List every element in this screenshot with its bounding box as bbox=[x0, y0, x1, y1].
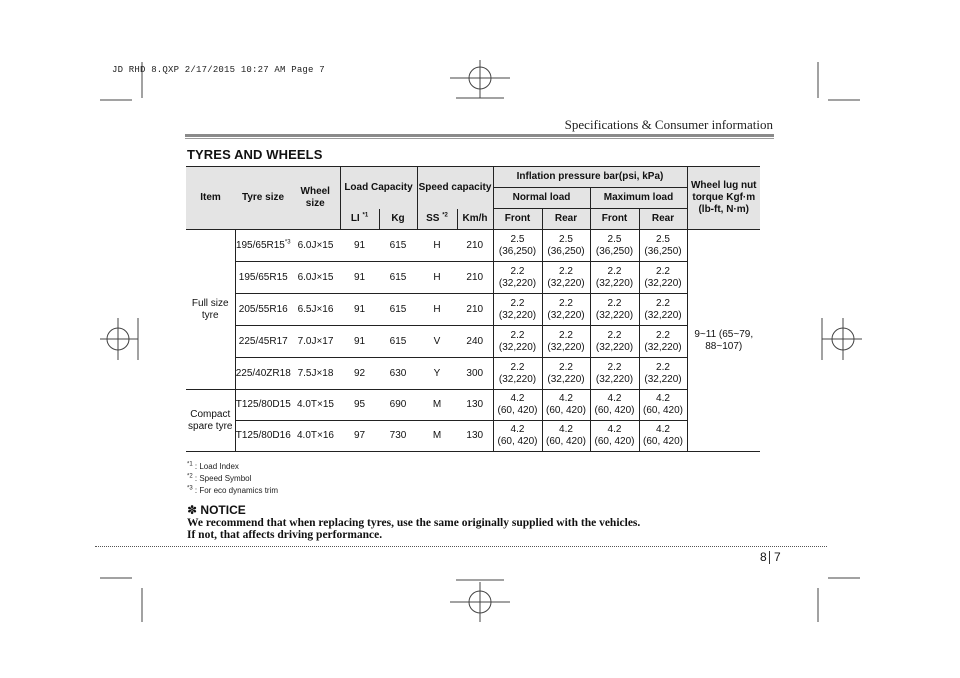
tyre-size-cell: T125/80D16 bbox=[235, 421, 291, 452]
max-front-cell bbox=[590, 390, 639, 421]
kg-cell: 730 bbox=[379, 421, 417, 452]
notice-heading bbox=[187, 503, 246, 517]
print-slug: JD RHD 8.QXP 2/17/2015 10:27 AM Page 7 bbox=[112, 65, 325, 75]
value-sub: (60, 420) bbox=[594, 405, 635, 416]
value-sub: (32,220) bbox=[498, 277, 537, 289]
li-cell: 97 bbox=[340, 421, 379, 452]
wheel-size-cell: 7.5J×18 bbox=[291, 358, 340, 390]
value: 4.2 bbox=[559, 393, 573, 404]
wheel-size-cell: 4.0T×16 bbox=[291, 421, 340, 452]
footnote-text: : Speed Symbol bbox=[192, 474, 252, 483]
col-kg: Kg bbox=[379, 209, 417, 230]
kg-cell: 630 bbox=[379, 358, 417, 390]
footnote-text: : For eco dynamics trim bbox=[192, 486, 279, 495]
col-ss-sup: *2 bbox=[442, 212, 448, 219]
value: 2.2 bbox=[510, 297, 525, 309]
notice-icon: ✽ bbox=[187, 503, 198, 517]
tyre-size-cell: T125/80D15 bbox=[235, 390, 291, 421]
value-sub: (60, 420) bbox=[642, 405, 684, 416]
normal-front-cell bbox=[493, 262, 542, 294]
max-front-cell bbox=[590, 230, 639, 262]
table-row bbox=[186, 390, 760, 421]
page-number-divider bbox=[769, 551, 770, 564]
normal-rear-cell bbox=[542, 262, 590, 294]
li-cell: 91 bbox=[340, 326, 379, 358]
ss-cell: V bbox=[417, 326, 457, 358]
col-ss bbox=[417, 209, 457, 230]
kg-cell: 690 bbox=[379, 390, 417, 421]
li-cell: 91 bbox=[340, 294, 379, 326]
table-row bbox=[186, 294, 760, 326]
value: 2.5 bbox=[607, 233, 622, 245]
col-wheel-lug-torque: Wheel lug nut torque Kgf·m (lb-ft, N·m) bbox=[687, 167, 760, 230]
group-compact: Compact spare tyre bbox=[186, 390, 235, 452]
value: 4.2 bbox=[607, 393, 622, 404]
max-front-cell bbox=[590, 262, 639, 294]
header-rule bbox=[185, 134, 774, 137]
section-header: Specifications & Consumer information bbox=[564, 117, 773, 132]
value: 4.2 bbox=[510, 424, 525, 435]
normal-rear-cell bbox=[542, 326, 590, 358]
value: 2.5 bbox=[656, 233, 670, 245]
footnote-2 bbox=[187, 473, 278, 485]
group-full-size: Full size tyre bbox=[186, 230, 235, 390]
table-row bbox=[186, 358, 760, 390]
li-cell: 91 bbox=[340, 262, 379, 294]
value: 2.2 bbox=[656, 361, 670, 373]
footnote-mark: *3 bbox=[187, 485, 193, 492]
wheel-size-cell: 6.0J×15 bbox=[291, 262, 340, 294]
normal-rear-cell bbox=[542, 294, 590, 326]
wheel-size-cell: 6.5J×16 bbox=[291, 294, 340, 326]
ss-cell: M bbox=[417, 421, 457, 452]
kmh-cell: 130 bbox=[457, 390, 493, 421]
wheel-size-cell: 4.0T×15 bbox=[291, 390, 340, 421]
table-row bbox=[186, 230, 760, 262]
value: 2.2 bbox=[607, 329, 622, 341]
value-sub: (32,220) bbox=[595, 277, 634, 289]
value: 4.2 bbox=[559, 424, 573, 435]
col-ss-label: SS bbox=[426, 212, 440, 224]
value: 2.2 bbox=[559, 329, 573, 341]
kg-cell: 615 bbox=[379, 262, 417, 294]
value-sub: (36,250) bbox=[644, 245, 682, 257]
value: 2.5 bbox=[510, 233, 525, 245]
max-rear-cell bbox=[639, 294, 687, 326]
wheel-size-cell: 6.0J×15 bbox=[291, 230, 340, 262]
value: 2.2 bbox=[559, 297, 573, 309]
tyre-size-cell: 225/40ZR18 bbox=[235, 358, 291, 390]
value: 2.2 bbox=[510, 265, 525, 277]
max-rear-cell bbox=[639, 262, 687, 294]
kmh-cell: 210 bbox=[457, 230, 493, 262]
value: 4.2 bbox=[607, 424, 622, 435]
value: 2.2 bbox=[607, 361, 622, 373]
value-sub: (36,250) bbox=[595, 245, 634, 257]
value: 2.2 bbox=[656, 329, 670, 341]
max-rear-cell bbox=[639, 358, 687, 390]
value: 2.2 bbox=[656, 265, 670, 277]
col-tyre-size: Tyre size bbox=[235, 167, 291, 230]
normal-rear-cell bbox=[542, 358, 590, 390]
value: 4.2 bbox=[510, 393, 525, 404]
value: 2.2 bbox=[607, 297, 622, 309]
notice-title: NOTICE bbox=[200, 503, 246, 517]
footnote-mark: *1 bbox=[187, 461, 193, 468]
normal-front-cell bbox=[493, 358, 542, 390]
col-speed-capacity: Speed capacity bbox=[417, 167, 493, 209]
value: 2.2 bbox=[510, 329, 525, 341]
footnotes bbox=[187, 461, 278, 497]
col-li-label: LI bbox=[350, 212, 360, 224]
value: 2.2 bbox=[510, 361, 525, 373]
col-load-capacity: Load Capacity bbox=[340, 167, 417, 209]
kmh-cell: 240 bbox=[457, 326, 493, 358]
kg-cell: 615 bbox=[379, 230, 417, 262]
value-sub: (60, 420) bbox=[497, 436, 538, 447]
ss-cell: Y bbox=[417, 358, 457, 390]
value-sub: (32,220) bbox=[644, 373, 682, 385]
notice-body bbox=[187, 517, 777, 541]
value-sub: (32,220) bbox=[547, 341, 585, 353]
col-li-sup: *1 bbox=[362, 212, 369, 219]
col-max-rear: Rear bbox=[639, 209, 687, 230]
max-front-cell bbox=[590, 358, 639, 390]
tyre-size-cell: 225/45R17 bbox=[235, 326, 291, 358]
normal-front-cell bbox=[493, 421, 542, 452]
col-maximum-load: Maximum load bbox=[590, 188, 687, 209]
value: 2.2 bbox=[607, 265, 622, 277]
normal-rear-cell bbox=[542, 421, 590, 452]
col-inflation-pressure: Inflation pressure bar(psi, kPa) bbox=[493, 167, 687, 188]
kg-cell: 615 bbox=[379, 326, 417, 358]
col-wheel-size: Wheel size bbox=[291, 167, 340, 230]
max-front-cell bbox=[590, 326, 639, 358]
tyre-size-sup: *3 bbox=[284, 239, 291, 246]
value-sub: (32,220) bbox=[595, 341, 634, 353]
col-normal-load: Normal load bbox=[493, 188, 590, 209]
footnote-1 bbox=[187, 461, 278, 473]
tyre-size-cell: 205/55R16 bbox=[235, 294, 291, 326]
tyres-wheels-table bbox=[186, 166, 760, 452]
li-cell: 91 bbox=[340, 230, 379, 262]
value-sub: (32,220) bbox=[498, 373, 537, 385]
value: 2.2 bbox=[656, 297, 670, 309]
table-row bbox=[186, 326, 760, 358]
page-number: 7 bbox=[774, 550, 781, 564]
max-rear-cell bbox=[639, 326, 687, 358]
kg-cell: 615 bbox=[379, 294, 417, 326]
kmh-cell: 210 bbox=[457, 294, 493, 326]
value-sub: (36,250) bbox=[547, 245, 585, 257]
value-sub: (60, 420) bbox=[545, 405, 587, 416]
col-normal-rear: Rear bbox=[542, 209, 590, 230]
normal-front-cell bbox=[493, 326, 542, 358]
ss-cell: H bbox=[417, 262, 457, 294]
tyre-size-cell bbox=[235, 230, 291, 262]
ss-cell: M bbox=[417, 390, 457, 421]
footnote-text: : Load Index bbox=[192, 462, 239, 471]
value-sub: (60, 420) bbox=[642, 436, 684, 447]
li-cell: 95 bbox=[340, 390, 379, 421]
wheel-size-cell: 7.0J×17 bbox=[291, 326, 340, 358]
footer-dotted-rule bbox=[95, 546, 827, 547]
value-sub: (60, 420) bbox=[497, 405, 538, 416]
max-front-cell bbox=[590, 421, 639, 452]
col-max-front: Front bbox=[590, 209, 639, 230]
value-sub: (32,220) bbox=[644, 341, 682, 353]
value-sub: (32,220) bbox=[547, 309, 585, 321]
kmh-cell: 210 bbox=[457, 262, 493, 294]
max-front-cell bbox=[590, 294, 639, 326]
value-sub: (32,220) bbox=[644, 277, 682, 289]
footnote-mark: *2 bbox=[187, 473, 193, 480]
value-sub: (32,220) bbox=[547, 277, 585, 289]
ss-cell: H bbox=[417, 294, 457, 326]
tyre-size-cell: 195/65R15 bbox=[235, 262, 291, 294]
ss-cell: H bbox=[417, 230, 457, 262]
header-rule-thin bbox=[185, 138, 774, 139]
footnote-3 bbox=[187, 485, 278, 497]
value-sub: (32,220) bbox=[547, 373, 585, 385]
chapter-number: 8 bbox=[760, 550, 767, 564]
normal-rear-cell bbox=[542, 230, 590, 262]
torque-line1: 9~11 (65~79, bbox=[694, 328, 754, 340]
kmh-cell: 130 bbox=[457, 421, 493, 452]
tyre-size-text: 195/65R15 bbox=[235, 239, 285, 251]
value-sub: (60, 420) bbox=[594, 436, 635, 447]
value: 4.2 bbox=[656, 393, 670, 404]
table-title: TYRES AND WHEELS bbox=[187, 147, 323, 162]
value-sub: (32,220) bbox=[595, 309, 634, 321]
torque-cell bbox=[687, 230, 760, 452]
value: 4.2 bbox=[656, 424, 670, 435]
normal-front-cell bbox=[493, 390, 542, 421]
max-rear-cell bbox=[639, 390, 687, 421]
col-li bbox=[340, 209, 379, 230]
li-cell: 92 bbox=[340, 358, 379, 390]
max-rear-cell bbox=[639, 230, 687, 262]
kmh-cell: 300 bbox=[457, 358, 493, 390]
value-sub: (32,220) bbox=[644, 309, 682, 321]
notice-line-2: If not, that affects driving performance. bbox=[187, 529, 383, 541]
value: 2.5 bbox=[559, 233, 573, 245]
max-rear-cell bbox=[639, 421, 687, 452]
normal-front-cell bbox=[493, 294, 542, 326]
notice-line-1: We recommend that when replacing tyres, use the same originally supplied with the vehicles. bbox=[187, 517, 641, 529]
normal-rear-cell bbox=[542, 390, 590, 421]
col-normal-front: Front bbox=[493, 209, 542, 230]
table-row bbox=[186, 421, 760, 452]
torque-line2: 88~107) bbox=[705, 340, 743, 352]
value-sub: (60, 420) bbox=[545, 436, 587, 447]
col-kmh: Km/h bbox=[457, 209, 493, 230]
col-item: Item bbox=[186, 167, 235, 230]
value-sub: (32,220) bbox=[498, 341, 537, 353]
value-sub: (32,220) bbox=[498, 309, 537, 321]
value: 2.2 bbox=[559, 265, 573, 277]
value-sub: (36,250) bbox=[498, 245, 537, 257]
normal-front-cell bbox=[493, 230, 542, 262]
table-row bbox=[186, 262, 760, 294]
value: 2.2 bbox=[559, 361, 573, 373]
value-sub: (32,220) bbox=[595, 373, 634, 385]
